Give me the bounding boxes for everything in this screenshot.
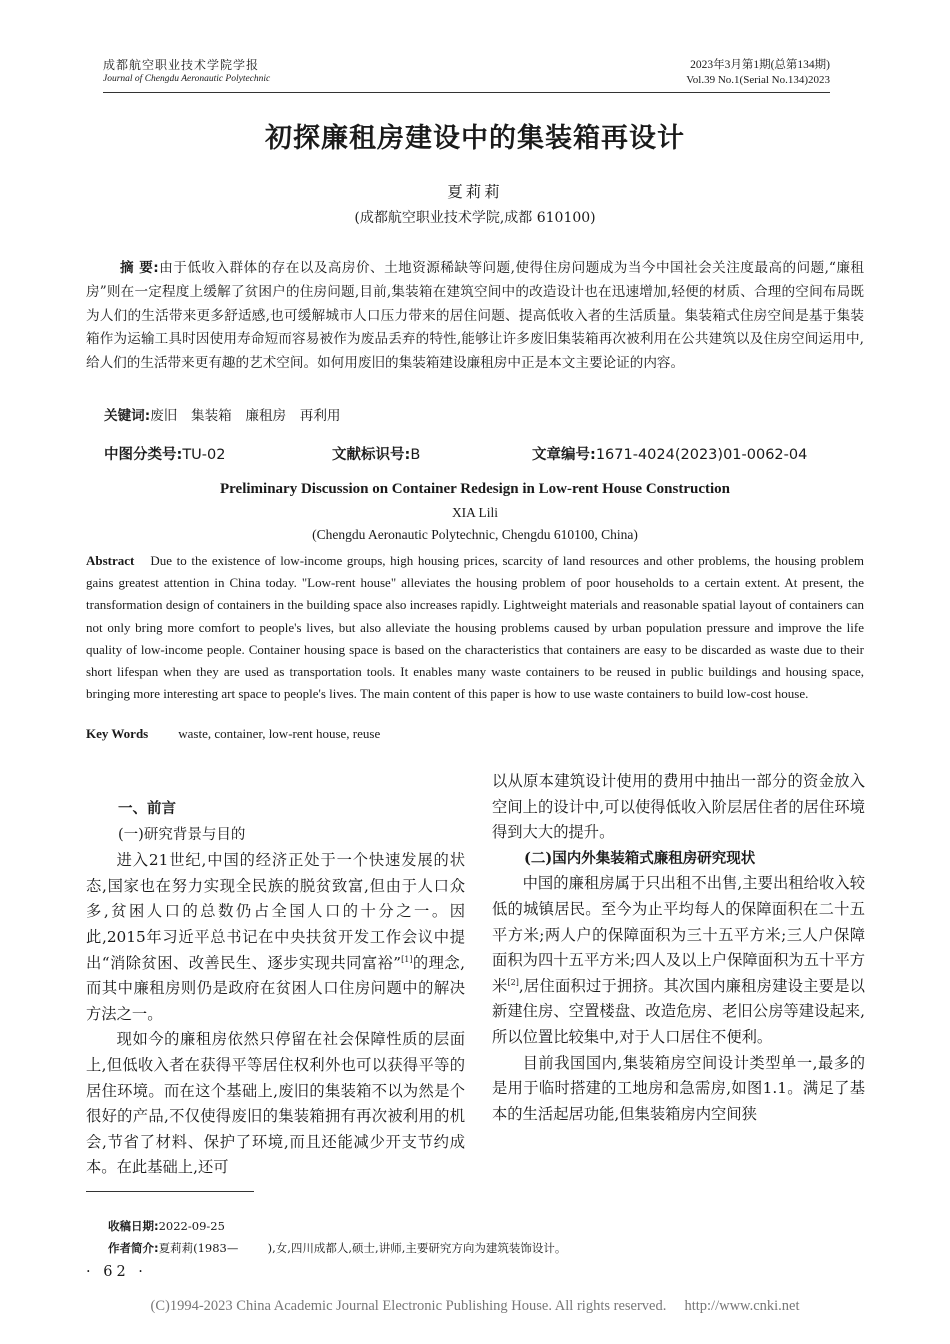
- issue-info-en: Vol.39 No.1(Serial No.134)2023: [686, 74, 830, 86]
- citation-ref[interactable]: [2]: [507, 977, 519, 987]
- abstract-cn-text: 由于低收入群体的存在以及高房价、土地资源稀缺等问题,使得住房问题成为当今中国社会关注度最高的问题,“廉租房”则在一定程度上缓解了贫困户的住房问题,目前,集装箱在建筑空间中的改造设计也在迅速增加,轻便的材质、合理的空间布局既为人们的生活带来更多舒适感,也可缓解城市人口压力带来的居住问题、提高低收入者的生活质量。集装箱式住房空间是基于集装箱作为运输工具时因使用寿命短而容易被作为废品丢弃的特性,能够让许多废旧集装箱再次被利用在公共建筑以及住房空间运用中,给人们的生活带来更有趣的艺术空间。如何用废旧的集装箱建设廉租房中正是本文主要论证的内容。: [86, 260, 864, 372]
- subsection-heading: (二)国内外集装箱式廉租房研究现状: [524, 849, 756, 867]
- document-code: 文献标识号:B: [332, 447, 421, 463]
- keywords-en: [86, 726, 380, 742]
- keywords-cn: [104, 404, 341, 424]
- body-left-column: [86, 797, 465, 1181]
- english-author: XIA Lili: [451, 505, 499, 520]
- keyword-item: 废旧: [150, 408, 178, 424]
- body-paragraph: 中国的廉租房属于只出租不出售,主要出租给收入较低的城镇居民。至今为止平均每人的保障面积在二十五平方米;两人户的保障面积为三十五平方米;三人户保障面积为四十五平方米;四人及以上户保障面积为五十平方米[2],居住面积过于拥挤。其次国内廉租房建设主要是以新建住房、空置楼盘、改造危房、老旧公房等建设起来,所以位置比较集中,对于人口居住不便利。: [492, 874, 865, 1046]
- journal-name-cn: 成都航空职业技术学院学报: [103, 58, 260, 72]
- keywords-cn-label: 关键词:: [104, 408, 151, 424]
- body-paragraph: 现如今的廉租房依然只停留在社会保障性质的层面上,但低收入者在获得平等居住权利外也可以获得平等的居住环境。而在这个基础上,废旧的集装箱不以为然是个很好的产品,不仅使得废旧的集装箱拥有再次被利用的机会,节省了材料、保护了环境,而且还能减少开支节约成本。在此基础上,还可: [86, 1030, 465, 1177]
- paper-title: 初探廉租房建设中的集装箱再设计: [265, 123, 685, 154]
- header-divider: [103, 92, 830, 93]
- journal-name-en: Journal of Chengdu Aeronautic Polytechnic: [103, 74, 271, 84]
- citation-ref[interactable]: [1]: [401, 954, 413, 964]
- body-paragraph: 进入21世纪,中国的经济正处于一个快速发展的状态,国家也在努力实现全民族的脱贫致富,但由于人口众多,贫困人口的总数仍占全国人口的十分之一。因此,2015年习近平总书记在中央扶贫开发工作会议中提出“消除贫困、改善民生、逐步实现共同富裕”[1]的理念,而其中廉租房则仍是政府在贫困人口住房问题中的解决方法之一。: [86, 851, 465, 1023]
- article-number: 文章编号:1671-4024(2023)01-0062-04: [532, 447, 808, 463]
- page-number: · 62 ·: [86, 1264, 147, 1280]
- subsection-heading: (一)研究背景与目的: [118, 826, 246, 843]
- english-title: Preliminary Discussion on Container Redesign in Low-rent House Construction: [219, 481, 731, 497]
- body-paragraph: 以从原本建筑设计使用的费用中抽出一部分的资金放入空间上的设计中,可以使得低收入阶层居住者的居住环境得到大大的提升。: [492, 772, 865, 842]
- abstract-cn-label: 摘 要:: [120, 260, 159, 276]
- abstract-en-text: Due to the existence of low-income groups, high housing prices, scarcity of land resources and other problems, the housing problem gains greatest attention in China today. "Low-rent house" alleviates the housing problem of poor households to a certain extent. At present, the transformation design of containers in the building space also increases rapidly. Lightweight materials and reasonable spatial layout of containers can not only bring more comfort to people's lives, but also alleviate the housing problems caused by urban population pressure and improve the life quality of low-income people. Container housing space is based on the characteristics that containers are easy to be discarded as waste due to their short lifespan when they are used as transportation tools. It enables many waste containers to be reused in public buildings and housing space, bringing more interesting art space to people's lives. The main content of this paper is how to use waste containers to build low-cost house.: [86, 553, 864, 702]
- keyword-item: 廉租房: [245, 408, 287, 424]
- body-right-column: [492, 769, 865, 1127]
- author-affiliation: (成都航空职业技术学院,成都 610100): [354, 210, 596, 226]
- issue-info-cn: 2023年3月第1期(总第134期): [690, 59, 830, 71]
- english-affiliation: (Chengdu Aeronautic Polytechnic, Chengdu 610100, China): [312, 527, 638, 542]
- author-name: 夏莉莉: [447, 183, 503, 201]
- abstract-cn: [86, 257, 864, 376]
- author-bio: 作者简介:夏莉莉(1983— ),女,四川成都人,硕士,讲师,主要研究方向为建筑装饰设计。: [108, 1241, 567, 1255]
- abstract-en-label: Abstract: [86, 553, 135, 568]
- abstract-en: [86, 550, 864, 705]
- section-heading: 一、前言: [118, 801, 176, 817]
- footnote-divider: [86, 1191, 254, 1192]
- keywords-en-label: Key Words: [86, 726, 149, 741]
- copyright-notice: (C)1994-2023 China Academic Journal Electronic Publishing House. All rights reserved. http://www.cnki.net: [150, 1298, 800, 1314]
- keyword-item: 集装箱: [191, 408, 232, 424]
- body-paragraph: 目前我国国内,集装箱房空间设计类型单一,最多的是用于临时搭建的工地房和急需房,如图1.1。满足了基本的生活起居功能,但集装箱房内空间狭: [492, 1053, 865, 1123]
- keyword-item: 再利用: [299, 408, 341, 424]
- clc-number: 中图分类号:TU-02: [104, 447, 226, 463]
- keywords-en-text: waste, container, low-rent house, reuse: [178, 726, 381, 741]
- received-date: 收稿日期:2022-09-25: [108, 1219, 225, 1233]
